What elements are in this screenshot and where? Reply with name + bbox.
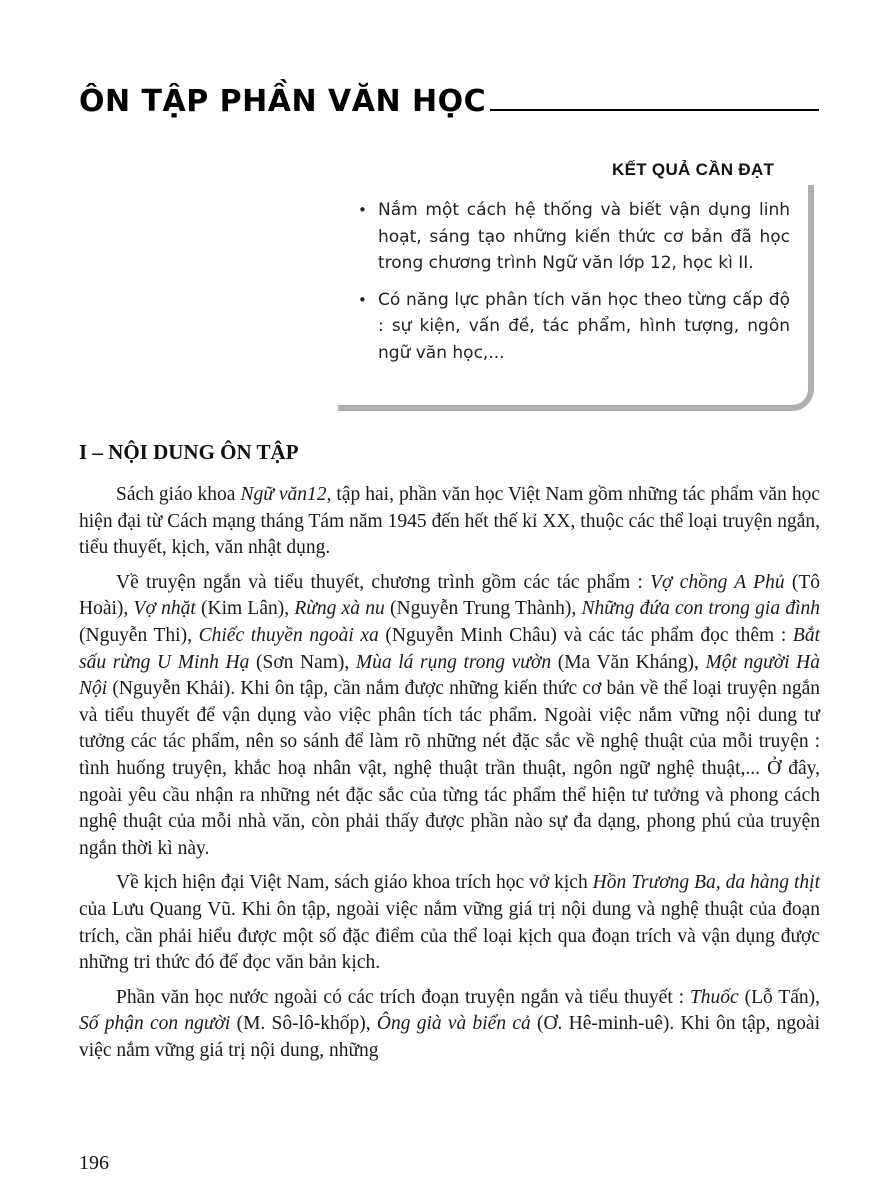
work-title: Bắt sấu rừng U Minh Hạ [79, 624, 820, 673]
body-paragraph [79, 870, 820, 976]
work-title: Ngữ văn12 [240, 484, 327, 505]
body-paragraph [79, 482, 820, 562]
work-title: Mùa lá rụng trong vườn [355, 651, 552, 673]
body-text [79, 482, 820, 1072]
paragraph-text: (M. Sô-lô-khốp), [230, 1013, 377, 1035]
section-heading: I – NỘI DUNG ÔN TẬP [79, 440, 299, 464]
work-title: Hồn Trương Ba, da hàng thịt [592, 872, 820, 894]
work-title: Những đứa con trong gia đình [581, 598, 821, 620]
work-title: Một người Hà Nội [79, 651, 820, 700]
paragraph-text: (Tô Hoài), [79, 571, 821, 620]
paragraph-text: Về kịch hiện đại Việt Nam, sách giáo khoa trích học vở kịch [116, 872, 593, 894]
page-number: 196 [79, 1152, 109, 1174]
paragraph-text: , tập hai, phần văn học Việt Nam gồm những tác phẩm văn học hiện đại từ Cách mạng tháng Tám năm 1945 đến hết thế kỉ XX, thuộc các thể loại truyện ngắn, tiểu thuyết, kịch, văn nhật dụng. [79, 484, 820, 559]
bullet-icon: • [358, 290, 367, 309]
title-rule [490, 109, 819, 111]
paragraph-text: Phần văn học nước ngoài có các trích đoạn truyện ngắn và tiểu thuyết : [116, 986, 690, 1008]
work-title: Rừng xà nu [294, 598, 385, 620]
paragraph-text: (Nguyễn Thi), [79, 624, 199, 646]
work-title: Ông già và biển cả [376, 1013, 531, 1035]
paragraph-text: (Sơn Nam), [249, 651, 356, 673]
work-title: Chiếc thuyền ngoài xa [198, 624, 379, 646]
paragraph-text: (Nguyễn Trung Thành), [384, 598, 582, 620]
goal-text: Nắm một cách hệ thống và biết vận dụng linh hoạt, sáng tạo những kiến thức cơ bản đã học trong chương trình Ngữ văn lớp 12, học kì II. [378, 200, 790, 273]
work-title: Số phận con người [79, 1013, 231, 1035]
goals-list [358, 197, 790, 376]
paragraph-text: (Ơ. Hê-minh-uê). Khi ôn tập, ngoài việc nắm vững giá trị nội dung, những [79, 1013, 820, 1061]
goal-text: Có năng lực phân tích văn học theo từng cấp độ : sự kiện, vấn đề, tác phẩm, hình tượng, ngôn ngữ văn học,... [378, 289, 790, 363]
page-header [79, 80, 819, 120]
work-title: Thuốc [689, 986, 739, 1008]
work-title: Vợ chồng A Phủ [650, 571, 785, 593]
paragraph-text: (Kim Lân), [195, 598, 295, 620]
paragraph-text: (Lỗ Tấn), [738, 986, 820, 1008]
paragraph-text: Sách giáo khoa [116, 484, 241, 505]
paragraph-text: của Lưu Quang Vũ. Khi ôn tập, ngoài việc nắm vững giá trị nội dung và nghệ thuật của đoạn trích, cần phải hiểu được một số đặc điểm của thể loại kịch qua đoạn trích và vận dụng được những tri thức đó để đọc văn bản kịch. [79, 898, 820, 974]
body-paragraph [79, 985, 820, 1065]
paragraph-text: (Ma Văn Kháng), [551, 651, 706, 673]
goals-label: KẾT QUẢ CẦN ĐẠT [612, 160, 775, 179]
paragraph-text: Về truyện ngắn và tiểu thuyết, chương trình gồm các tác phẩm : [116, 571, 651, 593]
paragraph-text: (Nguyễn Khải). Khi ôn tập, cần nắm được những kiến thức cơ bản về thể loại truyện ngắn và tiểu thuyết để vận dụng vào việc phân tích tác phẩm. Ngoài việc nắm vững nội dung tư tưởng các tác phẩm, nên so sánh để làm rõ những nét đặc sắc về nghệ thuật của mỗi truyện : tình huống truyện, khắc hoạ nhân vật, nghệ thuật trần thuật, ngôn ngữ nghệ thuật,... Ở đây, ngoài yêu cầu nhận ra những nét đặc sắc của từng tác phẩm thể hiện tư tưởng và phong cách nghệ thuật của mỗi nhà văn, còn phải thấy được phần nào sự đa dạng, phong phú của truyện ngắn thời kì này. [79, 678, 820, 859]
work-title: Vợ nhặt [133, 598, 196, 620]
goal-item [358, 197, 790, 277]
page-title: ÔN TẬP PHẦN VĂN HỌC [79, 84, 487, 119]
goal-item [358, 287, 790, 367]
bullet-icon: • [358, 201, 367, 219]
body-paragraph [79, 570, 820, 863]
paragraph-text: (Nguyễn Minh Châu) và các tác phẩm đọc thêm : [378, 624, 793, 646]
